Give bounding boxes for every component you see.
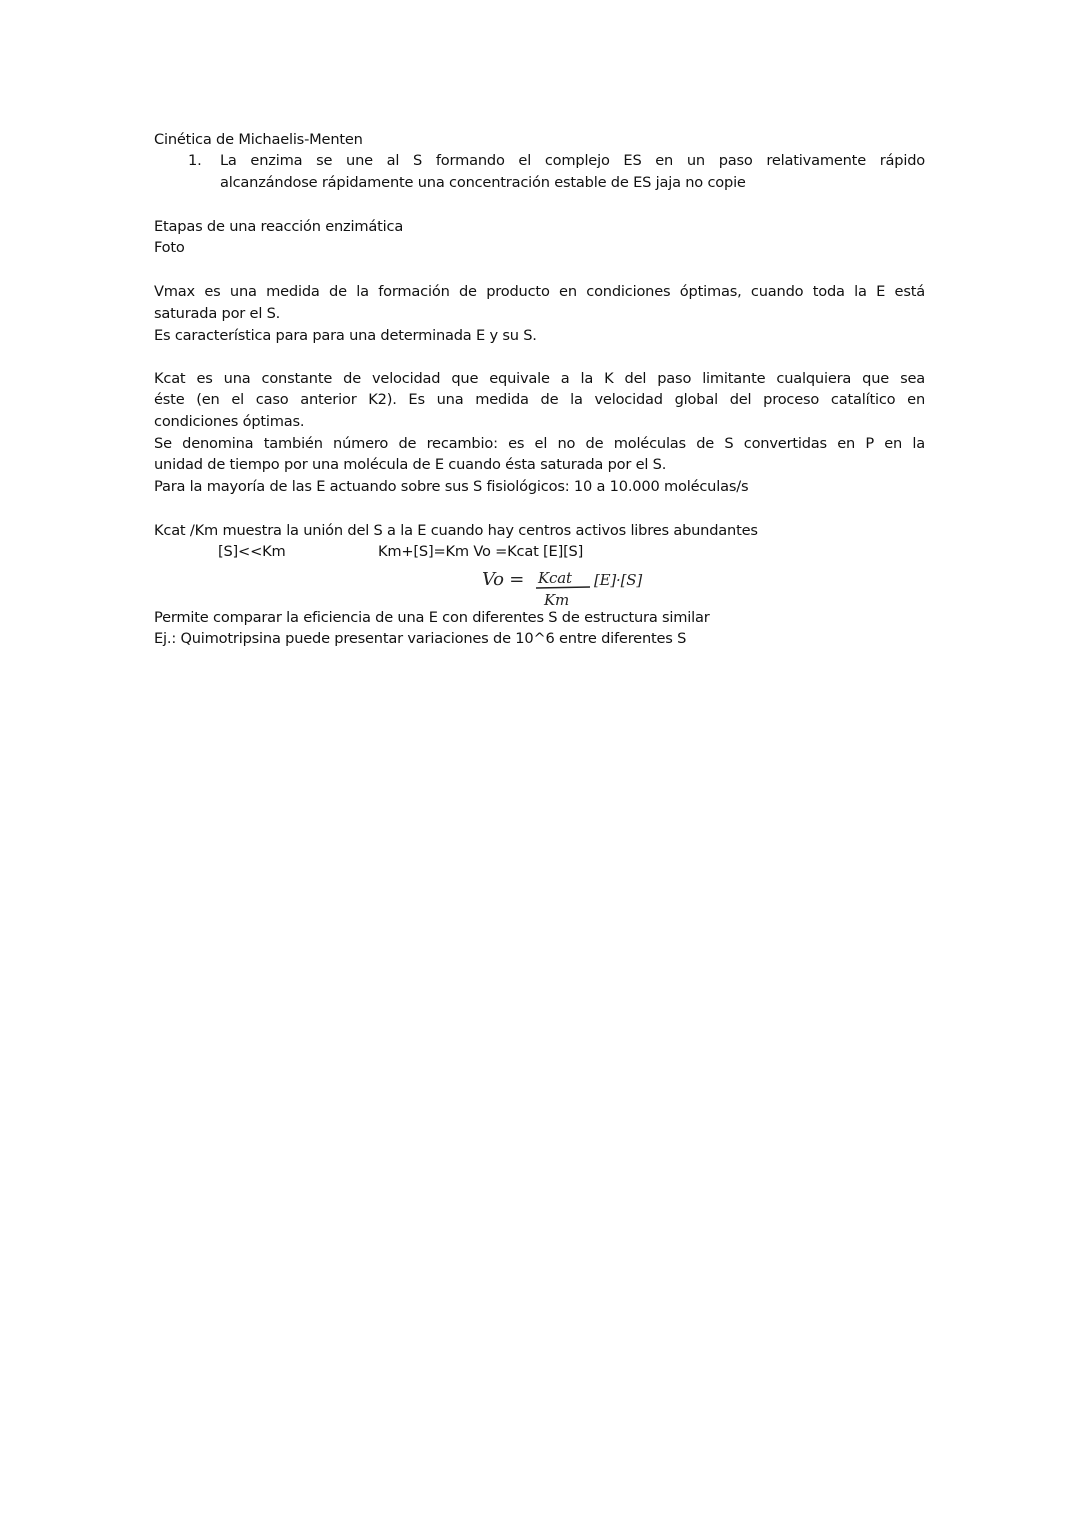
formula-rhs: [E]·[S] bbox=[594, 571, 643, 589]
paragraph-line: Para la mayoría de las E actuando sobre sus S fisiológicos: 10 a 10.000 moléculas/s bbox=[154, 478, 749, 495]
formula-denominator: Km bbox=[544, 591, 570, 609]
paragraph-line: Kcat /Km muestra la unión del S a la E cuando hay centros activos libres abundantes bbox=[154, 522, 758, 539]
list-item-line: alcanzándose rápidamente una concentración estable de ES jaja no copie bbox=[220, 174, 746, 191]
fraction-bar bbox=[536, 587, 590, 588]
formula-lhs: Vo = bbox=[482, 569, 525, 590]
formula-numerator: Kcat bbox=[538, 569, 572, 587]
paragraph-line: Se denomina también número de recambio: es el no de moléculas de S convertidas en P en la bbox=[154, 435, 925, 452]
photo-placeholder-text: Foto bbox=[154, 239, 185, 256]
paragraph-line: Ej.: Quimotripsina puede presentar variaciones de 10^6 entre diferentes S bbox=[154, 630, 687, 647]
paragraph-line: saturada por el S. bbox=[154, 305, 281, 322]
paragraph-line: Vmax es una medida de la formación de producto en condiciones óptimas, cuando toda la E está bbox=[154, 283, 925, 300]
section-title: Cinética de Michaelis-Menten bbox=[154, 131, 363, 148]
paragraph-line: Kcat es una constante de velocidad que equivale a la K del paso limitante cualquiera que sea bbox=[154, 370, 925, 387]
section-heading: Etapas de una reacción enzimática bbox=[154, 218, 404, 235]
paragraph-line: condiciones óptimas. bbox=[154, 413, 305, 430]
list-number: 1. bbox=[188, 152, 202, 169]
equation-text: Km+[S]=Km Vo =Kcat [E][S] bbox=[378, 543, 584, 560]
handwritten-formula bbox=[478, 565, 698, 611]
condition-text: [S]<<Km bbox=[218, 543, 286, 560]
paragraph-line: Es característica para para una determinada E y su S. bbox=[154, 327, 537, 344]
paragraph-line: unidad de tiempo por una molécula de E cuando ésta saturada por el S. bbox=[154, 456, 667, 473]
list-item-line: La enzima se une al S formando el complejo ES en un paso relativamente rápido bbox=[220, 152, 925, 169]
paragraph-line: Permite comparar la eficiencia de una E con diferentes S de estructura similar bbox=[154, 609, 710, 626]
paragraph-line: éste (en el caso anterior K2). Es una medida de la velocidad global del proceso catalítico en bbox=[154, 391, 925, 408]
